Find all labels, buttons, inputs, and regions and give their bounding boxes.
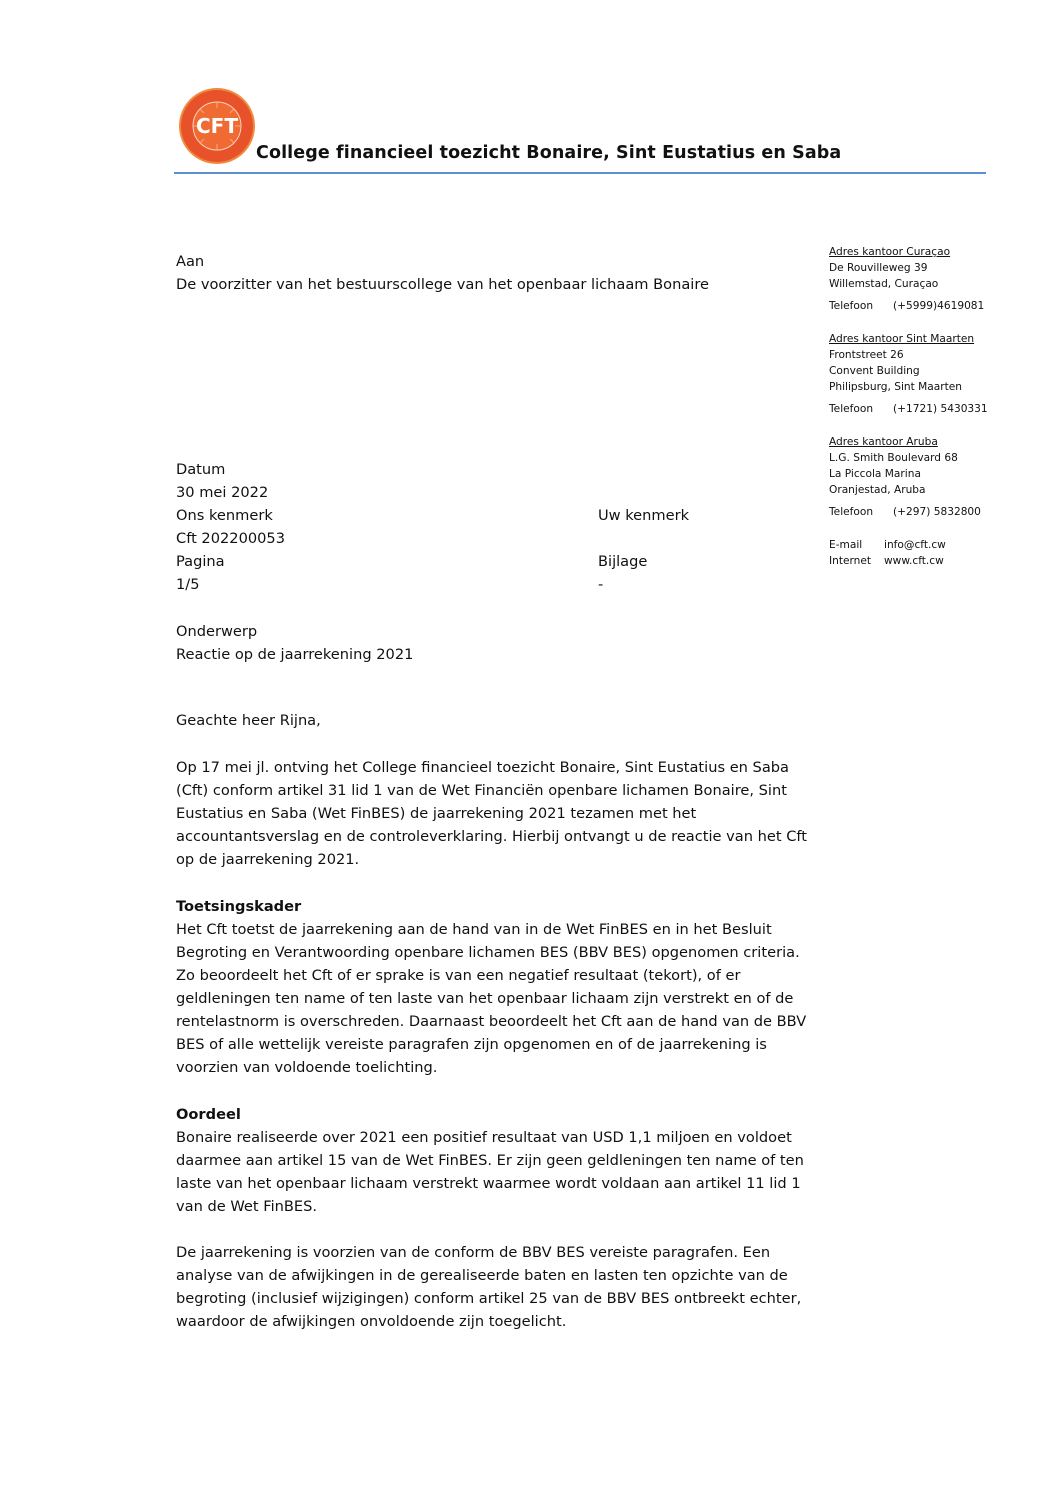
our-reference-value: Cft 202200053 bbox=[176, 530, 285, 547]
paragraph-line: Het Cft toetst de jaarrekening aan de hand van in de Wet FinBES en in het Besluit bbox=[176, 921, 772, 938]
paragraph-line: voorzien van voldoende toelichting. bbox=[176, 1059, 438, 1076]
phone-number: (+5999)4619081 bbox=[893, 300, 985, 312]
date-value: 30 mei 2022 bbox=[176, 484, 269, 501]
paragraph-line: De jaarrekening is voorzien van de conform de BBV BES vereiste paragrafen. Een bbox=[176, 1244, 771, 1261]
office-address-line: L.G. Smith Boulevard 68 bbox=[829, 452, 958, 464]
attachment-value: - bbox=[598, 576, 604, 593]
addressee-label: Aan bbox=[176, 253, 205, 270]
phone-label: Telefoon bbox=[829, 403, 874, 415]
intro-paragraph bbox=[176, 756, 876, 871]
paragraph-line: accountantsverslag en de controleverklaring. Hierbij ontvangt u de reactie van het Cft bbox=[176, 828, 808, 845]
office-sint-maarten bbox=[829, 331, 988, 417]
paragraph-line: analyse van de afwijkingen in de gerealiseerde baten en lasten ten opzichte van de bbox=[176, 1267, 788, 1284]
paragraph-line: rentelastnorm is overschreden. Daarnaast beoordeelt het Cft aan de hand van de BBV bbox=[176, 1013, 807, 1030]
paragraph-line: geldleningen ten name of ten laste van het openbaar lichaam zijn verstrekt en of de bbox=[176, 990, 794, 1007]
phone-number: (+297) 5832800 bbox=[893, 506, 981, 518]
paragraph-line: op de jaarrekening 2021. bbox=[176, 851, 360, 868]
paragraph-line: Bonaire realiseerde over 2021 een positief resultaat van USD 1,1 miljoen en voldoet bbox=[176, 1129, 792, 1146]
email-label: E-mail bbox=[829, 539, 863, 551]
salutation: Geachte heer Rijna, bbox=[176, 712, 321, 729]
phone-label: Telefoon bbox=[829, 300, 874, 312]
paragraph-line: Op 17 mei jl. ontving het College financieel toezicht Bonaire, Sint Eustatius en Saba bbox=[176, 759, 789, 776]
office-phone bbox=[829, 504, 981, 520]
paragrafen-paragraph bbox=[176, 1241, 876, 1333]
paragraph-line: Eustatius en Saba (Wet FinBES) de jaarrekening 2021 tezamen met het bbox=[176, 805, 697, 822]
page-value: 1/5 bbox=[176, 576, 200, 593]
office-title: Adres kantoor Sint Maarten bbox=[829, 333, 975, 345]
paragraph-line: laste van het openbaar lichaam verstrekt waarmee wordt voldaan aan artikel 11 lid 1 bbox=[176, 1175, 801, 1192]
section-heading-oordeel: Oordeel bbox=[176, 1106, 241, 1123]
attachment-label: Bijlage bbox=[598, 553, 648, 570]
office-address-line: Willemstad, Curaçao bbox=[829, 278, 939, 290]
email-row bbox=[829, 537, 946, 553]
paragraph-line: BES of alle wettelijk vereiste paragrafen zijn opgenomen en of de jaarrekening is bbox=[176, 1036, 767, 1053]
website-link[interactable]: www.cft.cw bbox=[884, 555, 944, 567]
your-reference-label: Uw kenmerk bbox=[598, 507, 690, 524]
office-address-line: La Piccola Marina bbox=[829, 468, 921, 480]
office-title: Adres kantoor Aruba bbox=[829, 436, 938, 448]
office-address-line: Philipsburg, Sint Maarten bbox=[829, 381, 963, 393]
cft-logo bbox=[177, 86, 257, 166]
paragraph-line: Begroting en Verantwoording openbare lichamen BES (BBV BES) opgenomen criteria. bbox=[176, 944, 800, 961]
internet-label: Internet bbox=[829, 555, 872, 567]
office-phone bbox=[829, 401, 988, 417]
office-aruba bbox=[829, 434, 981, 520]
office-title: Adres kantoor Curaçao bbox=[829, 246, 951, 258]
oordeel-paragraph bbox=[176, 1126, 876, 1218]
phone-number: (+1721) 5430331 bbox=[893, 403, 988, 415]
svg-text:CFT: CFT bbox=[196, 114, 238, 138]
office-address-line: Convent Building bbox=[829, 365, 920, 377]
paragraph-line: waardoor de afwijkingen onvoldoende zijn toegelicht. bbox=[176, 1313, 567, 1330]
paragraph-line: daarmee aan artikel 15 van de Wet FinBES. Er zijn geen geldleningen ten name of ten bbox=[176, 1152, 804, 1169]
office-address-line: De Rouvilleweg 39 bbox=[829, 262, 928, 274]
email-link[interactable]: info@cft.cw bbox=[884, 539, 946, 551]
toetsingskader-paragraph bbox=[176, 918, 876, 1079]
phone-label: Telefoon bbox=[829, 506, 874, 518]
office-phone bbox=[829, 298, 984, 314]
contact-info bbox=[829, 537, 946, 569]
paragraph-line: (Cft) conform artikel 31 lid 1 van de Wet Financiën openbare lichamen Bonaire, Sint bbox=[176, 782, 787, 799]
organization-title: College financieel toezicht Bonaire, Sint Eustatius en Saba bbox=[256, 143, 842, 163]
date-label: Datum bbox=[176, 461, 226, 478]
subject-label: Onderwerp bbox=[176, 623, 258, 640]
section-heading-toetsingskader: Toetsingskader bbox=[176, 898, 302, 915]
paragraph-line: Zo beoordeelt het Cft of er sprake is van een negatief resultaat (tekort), of er bbox=[176, 967, 741, 984]
addressee-value: De voorzitter van het bestuurscollege van het openbaar lichaam Bonaire bbox=[176, 276, 710, 293]
office-curacao bbox=[829, 244, 984, 314]
subject-value: Reactie op de jaarrekening 2021 bbox=[176, 646, 414, 663]
header-divider bbox=[174, 172, 986, 174]
paragraph-line: van de Wet FinBES. bbox=[176, 1198, 318, 1215]
our-reference-label: Ons kenmerk bbox=[176, 507, 273, 524]
page-label: Pagina bbox=[176, 553, 225, 570]
office-address-line: Frontstreet 26 bbox=[829, 349, 904, 361]
internet-row bbox=[829, 553, 946, 569]
cft-logo-icon bbox=[177, 86, 257, 166]
paragraph-line: begroting (inclusief wijzigingen) conform artikel 25 van de BBV BES ontbreekt echter, bbox=[176, 1290, 802, 1307]
office-address-line: Oranjestad, Aruba bbox=[829, 484, 926, 496]
